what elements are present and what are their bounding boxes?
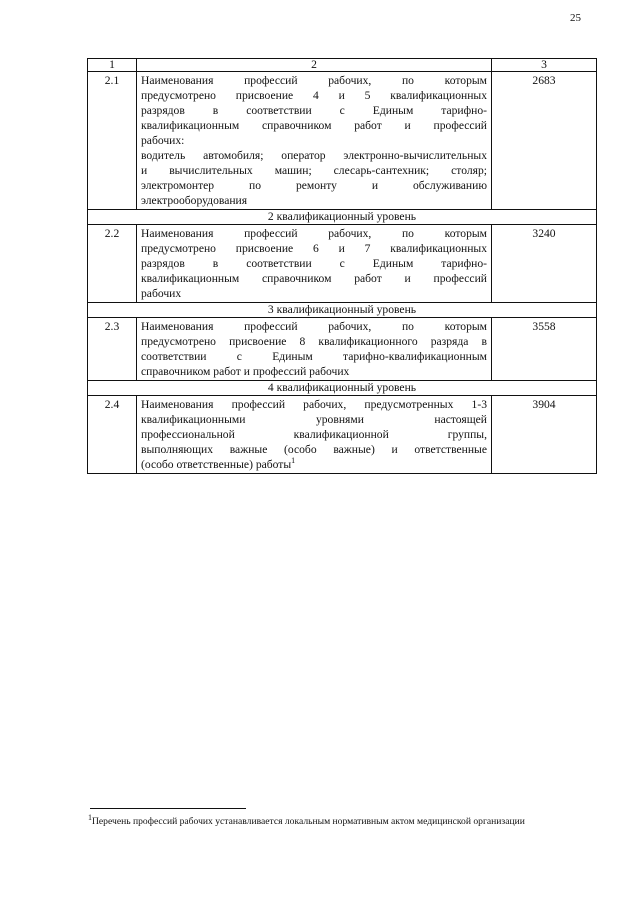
table-row (88, 225, 597, 303)
description-line: и вычислительных машин; слесарь-сантехник; столяр; (141, 164, 487, 177)
level-row (88, 303, 597, 318)
row-description (137, 318, 492, 381)
row-number: 2.3 (88, 318, 137, 381)
description-line: Наименования профессий рабочих, по которым (141, 74, 487, 87)
row-number: 2.1 (88, 72, 137, 210)
description-line: Наименования профессий рабочих, по которым (141, 320, 487, 333)
description-line: предусмотрено присвоение 8 квалификационного разряда в (141, 335, 487, 348)
description-line: справочником работ и профессий рабочих (141, 365, 350, 378)
description-line: Наименования профессий рабочих, предусмотренных 1-3 (141, 398, 487, 411)
description-line (141, 457, 487, 472)
footnote-reference: 1 (291, 456, 296, 466)
description-line: рабочих: (141, 134, 185, 147)
row-value: 3240 (492, 225, 597, 303)
row-value: 3558 (492, 318, 597, 381)
qualification-table (87, 58, 597, 474)
row-description (137, 72, 492, 210)
row-description (137, 396, 492, 474)
description-line: предусмотрено присвоение 6 и 7 квалификационных (141, 242, 487, 255)
table-header-row (88, 59, 597, 72)
row-value: 3904 (492, 396, 597, 474)
table-row (88, 318, 597, 381)
level-heading: 4 квалификационный уровень (88, 381, 597, 396)
row-number: 2.4 (88, 396, 137, 474)
description-line: соответствии с Единым тарифно-квалификационным (141, 350, 487, 363)
row-value: 2683 (492, 72, 597, 210)
footnote-mark: 1 (88, 812, 92, 822)
description-line: Наименования профессий рабочих, по которым (141, 227, 487, 240)
table-row (88, 72, 597, 210)
description-line: выполняющих важные (особо важные) и ответственные (141, 443, 487, 456)
description-line: электромонтер по ремонту и обслуживанию (141, 179, 487, 192)
table-row (88, 396, 597, 474)
description-line: водитель автомобиля; оператор электронно-вычислительных (141, 149, 487, 162)
header-cell: 1 (88, 59, 137, 72)
description-line-text: (особо ответственные) работы (141, 458, 292, 471)
row-number: 2.2 (88, 225, 137, 303)
description-line: предусмотрено присвоение 4 и 5 квалификационных (141, 89, 487, 102)
level-heading: 3 квалификационный уровень (88, 303, 597, 318)
footnote-separator (90, 808, 246, 809)
description-line: квалификационным справочником работ и профессий (141, 119, 487, 132)
description-line: квалификационным справочником работ и профессий (141, 272, 487, 285)
level-row (88, 210, 597, 225)
description-line: разрядов в соответствии с Единым тарифно- (141, 104, 487, 117)
page-number: 25 (570, 12, 581, 24)
header-cell: 3 (492, 59, 597, 72)
level-heading: 2 квалификационный уровень (88, 210, 597, 225)
row-description (137, 225, 492, 303)
footnote (88, 812, 525, 827)
description-line: квалификационными уровнями настоящей (141, 413, 487, 426)
description-line: рабочих (141, 287, 182, 300)
header-cell: 2 (137, 59, 492, 72)
description-line: профессиональной квалификационной группы, (141, 428, 487, 441)
level-row (88, 381, 597, 396)
footnote-text: Перечень профессий рабочих устанавливается локальным нормативным актом медицинской организации (92, 816, 525, 827)
description-line: электрооборудования (141, 194, 248, 207)
description-line: разрядов в соответствии с Единым тарифно- (141, 257, 487, 270)
